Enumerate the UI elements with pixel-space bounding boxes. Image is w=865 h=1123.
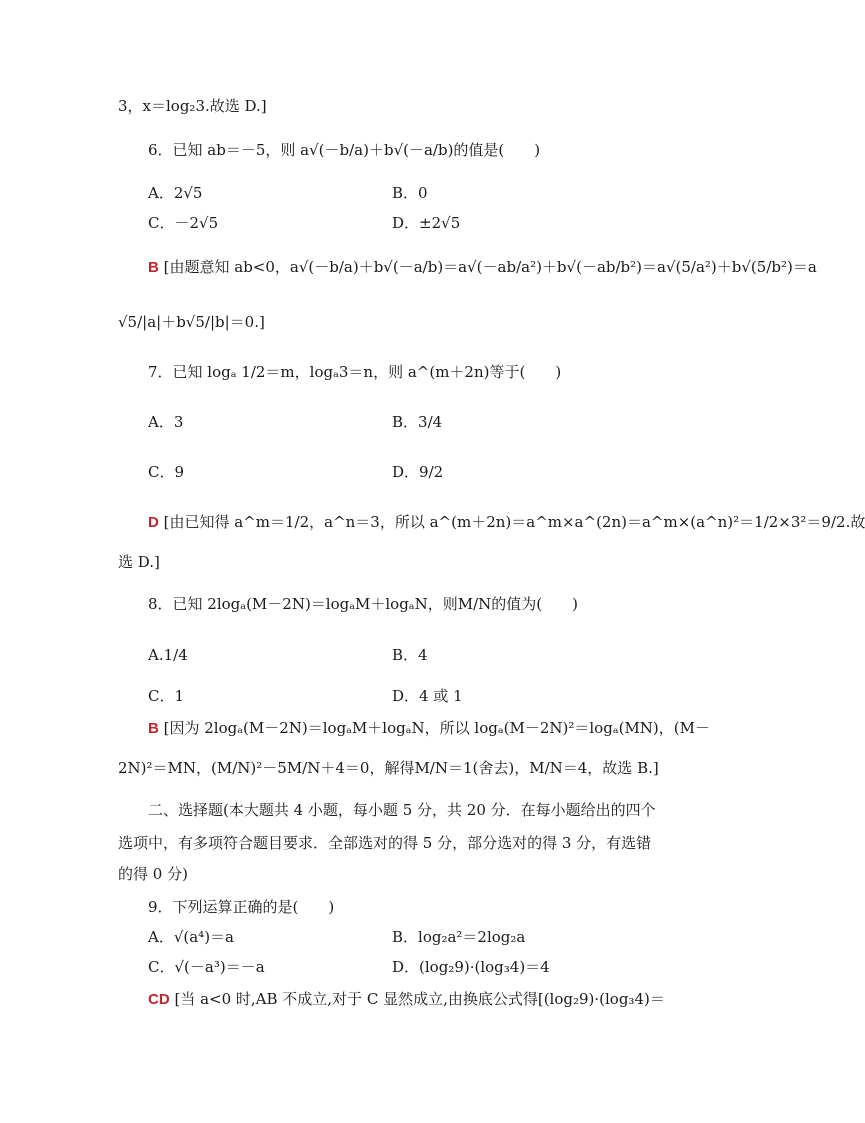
question-7: 7．已知 logₐ 1/2＝m，logₐ3＝n，则 a^(m＋2n)等于( )	[148, 363, 562, 381]
option-9c: C．√(－a³)＝－a	[148, 958, 265, 976]
question-6: 6．已知 ab＝－5，则 a√(－b/a)＋b√(－a/b)的值是( )	[148, 141, 541, 159]
option-8a: A.1/4	[148, 646, 188, 664]
answer-tag: CD	[148, 991, 170, 1008]
option-9d: D．(log₂9)·(log₃4)＝4	[392, 958, 550, 976]
answer-text: [当 a<0 时,AB 不成立,对于 C 显然成立,由换底公式得[(log₂9)·(log₃4)＝	[174, 990, 665, 1008]
option-9a: A．√(a⁴)＝a	[148, 928, 234, 946]
option-6c: C．－2√5	[148, 214, 219, 232]
answer-9	[148, 989, 665, 1010]
section-heading: 二、选择题(本大题共 4 小题，每小题 5 分，共 20 分．在每小题给出的四个	[148, 801, 656, 819]
option-8c: C．1	[148, 687, 185, 705]
text-line: 的得 0 分)	[118, 865, 188, 883]
answer-tag: B	[148, 720, 159, 737]
option-7c: C．9	[148, 463, 185, 481]
answer-tag: D	[148, 514, 159, 531]
option-6d: D．±2√5	[392, 214, 461, 232]
option-8b: B．4	[392, 646, 428, 664]
option-6b: B．0	[392, 184, 428, 202]
option-7a: A．3	[148, 413, 184, 431]
text-line: 选 D.]	[118, 553, 160, 571]
text-line: 3，x＝log₂3.故选 D.]	[118, 97, 267, 115]
option-7d: D．9/2	[392, 463, 444, 481]
question-8: 8．已知 2logₐ(M－2N)＝logₐM＋logₐN，则M/N的值为( )	[148, 595, 578, 613]
question-9: 9．下列运算正确的是( )	[148, 898, 335, 916]
option-7b: B．3/4	[392, 413, 443, 431]
text-line: √5/|a|＋b√5/|b|＝0.]	[118, 313, 265, 331]
answer-6	[148, 257, 817, 278]
option-6a: A．2√5	[148, 184, 203, 202]
answer-8	[148, 718, 710, 739]
text-line: 选项中，有多项符合题目要求．全部选对的得 5 分，部分选对的得 3 分，有选错	[118, 834, 652, 852]
answer-text: [因为 2logₐ(M－2N)＝logₐM＋logₐN，所以 logₐ(M－2N)²＝logₐ(MN)，(M－	[163, 719, 710, 737]
answer-text: [由题意知 ab<0，a√(－b/a)＋b√(－a/b)＝a√(－ab/a²)＋b√(－ab/b²)＝a√(5/a²)＋b√(5/b²)＝a	[163, 258, 817, 276]
text-line: 2N)²＝MN，(M/N)²－5M/N＋4＝0，解得M/N＝1(舍去)，M/N＝4，故选 B.]	[118, 759, 659, 777]
answer-7	[148, 512, 865, 533]
answer-text: [由已知得 a^m＝1/2，a^n＝3，所以 a^(m＋2n)＝a^m×a^(2n)＝a^m×(a^n)²＝1/2×3²＝9/2.故	[163, 513, 865, 531]
answer-tag: B	[148, 259, 159, 276]
option-9b: B．log₂a²＝2log₂a	[392, 928, 526, 946]
option-8d: D．4 或 1	[392, 687, 463, 705]
